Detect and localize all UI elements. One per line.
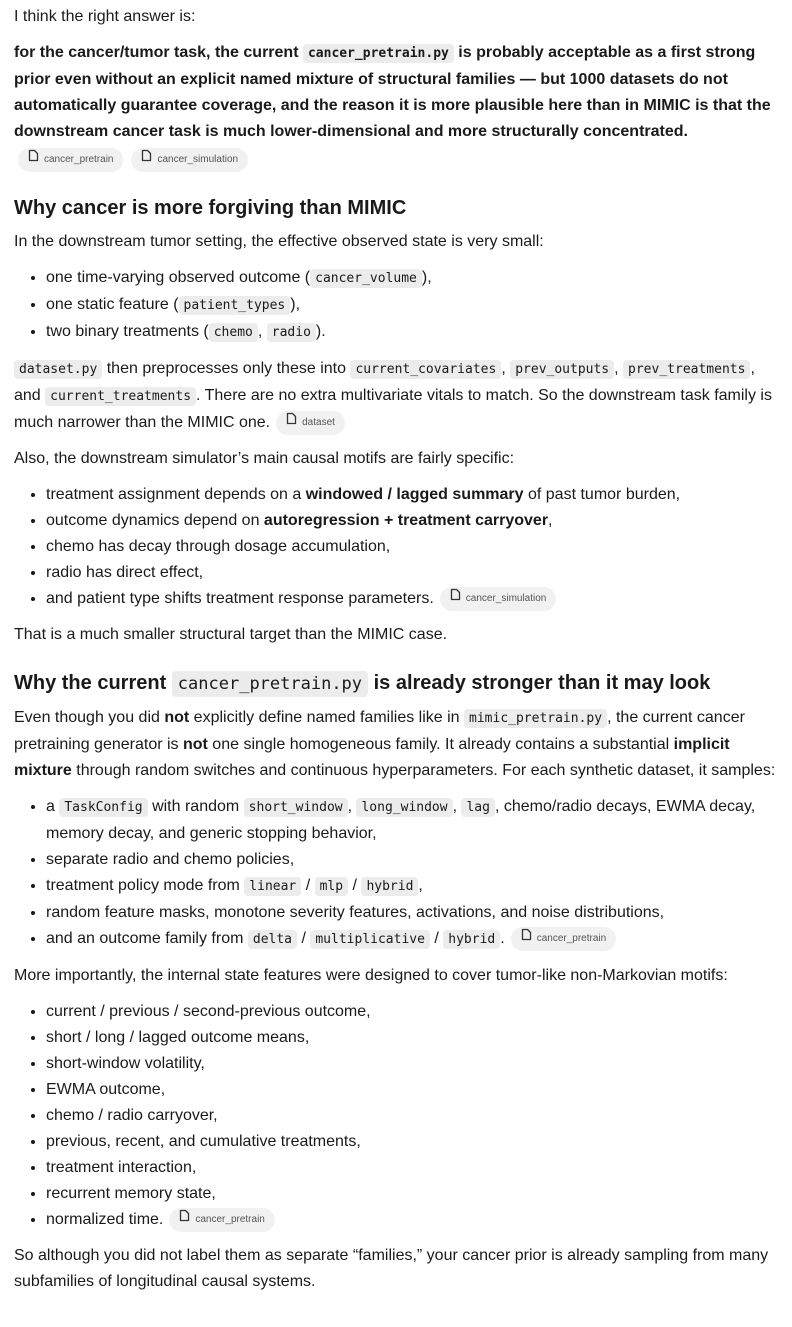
paragraph	[14, 705, 778, 784]
list-item	[46, 926, 778, 953]
text-run: one static feature (	[46, 296, 179, 313]
file-icon	[179, 1208, 190, 1232]
file-citation-chip[interactable]	[276, 411, 345, 435]
text-run: Even though you did	[14, 709, 165, 726]
inline-code: radio	[267, 323, 316, 342]
bullet-list	[14, 794, 778, 953]
section-heading	[14, 668, 778, 699]
bold-text: autoregression + treatment carryover	[263, 512, 549, 529]
file-citation-chip[interactable]	[18, 148, 123, 172]
text-run: So although you did not label them as separate “families,” your cancer prior is already sampling from many subfamilies of longitudinal causal systems.	[14, 1247, 769, 1290]
chip-label: cancer_pretrain	[44, 153, 114, 165]
paragraph	[14, 356, 778, 436]
bullet-list	[14, 482, 778, 612]
text-run: Why cancer is more forgiving than MIMIC	[14, 197, 407, 219]
text-run: , chemo/radio decays, EWMA decay, memory decay, and generic stopping behavior,	[46, 798, 756, 842]
bold-text: not	[164, 709, 190, 726]
file-citation-chip[interactable]	[131, 148, 248, 172]
text-run: short-window volatility,	[46, 1055, 205, 1072]
inline-code: short_window	[244, 798, 348, 817]
text-run: short / long / lagged outcome means,	[46, 1029, 310, 1046]
inline-code: current_treatments	[45, 387, 196, 406]
file-icon	[286, 411, 297, 435]
list-item	[46, 292, 778, 319]
text-run: .	[500, 930, 505, 947]
paragraph	[14, 622, 778, 648]
text-run: normalized time.	[46, 1211, 164, 1228]
inline-code: linear	[244, 877, 301, 896]
inline-code: TaskConfig	[59, 798, 147, 817]
file-icon	[141, 148, 152, 172]
list-item	[46, 586, 778, 612]
text-run: EWMA outcome,	[46, 1081, 166, 1098]
list-item	[46, 1025, 778, 1051]
inline-code: hybrid	[443, 930, 500, 949]
paragraph	[14, 1243, 778, 1295]
list-item	[46, 900, 778, 926]
list-item	[46, 1207, 778, 1233]
text-run: outcome dynamics depend on	[46, 512, 264, 529]
text-run: through random switches and continuous hyperparameters. For each synthetic dataset, it samples:	[71, 762, 776, 779]
text-run: treatment policy mode from	[46, 877, 245, 894]
inline-code: cancer_pretrain.py	[172, 671, 368, 697]
text-run: , and	[14, 360, 755, 404]
text-run: ,	[257, 323, 267, 340]
list-item	[46, 534, 778, 560]
inline-code: long_window	[356, 798, 452, 817]
text-run: random feature masks, monotone severity features, activations, and noise distributions,	[46, 904, 665, 921]
list-item	[46, 265, 778, 292]
text-run: ),	[421, 269, 432, 286]
text-run: ).	[315, 323, 326, 340]
list-item	[46, 1129, 778, 1155]
inline-code: prev_outputs	[510, 360, 614, 379]
paragraph	[14, 229, 778, 255]
text-run: one time-varying observed outcome (	[46, 269, 311, 286]
text-run: More importantly, the internal state features were designed to cover tumor-like non-Markovian motifs:	[14, 967, 728, 984]
text-run: , the current cancer pretraining generator is	[14, 709, 745, 753]
paragraph	[14, 963, 778, 989]
inline-code: delta	[248, 930, 297, 949]
list-item	[46, 794, 778, 847]
chip-label: dataset	[302, 416, 335, 428]
list-item	[46, 999, 778, 1025]
text-run: ,	[614, 360, 624, 377]
text-run: chemo / radio carryover,	[46, 1107, 218, 1124]
text-run: treatment assignment depends on a	[46, 486, 306, 503]
file-citation-chip[interactable]	[511, 927, 616, 951]
inline-code: dataset.py	[14, 360, 102, 379]
text-run: That is a much smaller structural target than the MIMIC case.	[14, 626, 448, 643]
list-item	[46, 1155, 778, 1181]
text-run: a	[46, 798, 60, 815]
text-run: /	[297, 930, 311, 947]
text-run: treatment interaction,	[46, 1159, 197, 1176]
text-run: and an outcome family from	[46, 930, 248, 947]
list-item	[46, 1077, 778, 1103]
inline-code: mlp	[315, 877, 348, 896]
text-run: /	[348, 877, 362, 894]
inline-code: multiplicative	[310, 930, 430, 949]
text-run: . There are no extra multivariate vitals to match. So the downstream task family is much narrower than the MIMIC one.	[14, 387, 772, 431]
file-icon	[450, 587, 461, 611]
citation-row	[18, 147, 778, 173]
list-item	[46, 508, 778, 534]
list-item	[46, 847, 778, 873]
text-run: is probably acceptable as a first strong prior even without an explicit named mixture of structural families — but 1000 datasets do not automatically guarantee coverage, and the reason it is more plausible here than in MIMIC is that the downstream cancer task is much lower-dimensional and more structurally concentrated.	[14, 44, 771, 140]
text-run: for the cancer/tumor task, the current	[14, 44, 303, 61]
inline-code: cancer_volume	[310, 269, 422, 288]
bold-text: not	[182, 736, 208, 753]
text-run: /	[301, 877, 315, 894]
text-run: and patient type shifts treatment response parameters.	[46, 590, 434, 607]
inline-code: chemo	[209, 323, 258, 342]
list-item	[46, 560, 778, 586]
list-item	[46, 873, 778, 900]
text-run: one single homogeneous family. It already contains a substantial	[207, 736, 674, 753]
inline-code: prev_treatments	[623, 360, 750, 379]
paragraph	[14, 446, 778, 472]
text-run: ,	[418, 877, 423, 894]
inline-code: hybrid	[361, 877, 418, 896]
text-run: current / previous / second-previous outcome,	[46, 1003, 371, 1020]
file-citation-chip[interactable]	[169, 1208, 274, 1232]
inline-code: mimic_pretrain.py	[464, 709, 607, 728]
section-heading	[14, 193, 778, 223]
text-run: two binary treatments (	[46, 323, 209, 340]
text-run: chemo has decay through dosage accumulation,	[46, 538, 391, 555]
bullet-list	[14, 999, 778, 1233]
inline-code: current_covariates	[350, 360, 501, 379]
text-run: is already stronger than it may look	[368, 672, 711, 694]
text-run: In the downstream tumor setting, the effective observed state is very small:	[14, 233, 544, 250]
chip-label: cancer_simulation	[465, 592, 547, 604]
text-run: radio has direct effect,	[46, 564, 204, 581]
lead-paragraph	[14, 40, 778, 145]
text-run: separate radio and chemo policies,	[46, 851, 295, 868]
list-item	[46, 1103, 778, 1129]
list-item	[46, 1181, 778, 1207]
text-run: ,	[347, 798, 357, 815]
file-icon	[521, 927, 532, 951]
text-run: with random	[147, 798, 244, 815]
inline-code: lag	[461, 798, 494, 817]
bold-text: windowed / lagged summary	[305, 486, 524, 503]
text-run: then preprocesses only these into	[102, 360, 351, 377]
bold-text: implicit mixture	[14, 736, 730, 779]
text-run: Why the current	[14, 672, 172, 694]
paragraph	[14, 4, 778, 30]
text-run: previous, recent, and cumulative treatments,	[46, 1133, 361, 1150]
text-run: ,	[452, 798, 462, 815]
text-run: recurrent memory state,	[46, 1185, 216, 1202]
text-run: explicitly define named families like in	[189, 709, 465, 726]
text-run: ,	[548, 512, 553, 529]
inline-code: cancer_pretrain.py	[303, 44, 454, 63]
bullet-list	[14, 265, 778, 346]
inline-code: patient_types	[179, 296, 291, 315]
list-item	[46, 319, 778, 346]
text-run: /	[429, 930, 444, 947]
text-run: Also, the downstream simulator’s main causal motifs are fairly specific:	[14, 450, 515, 467]
list-item	[46, 482, 778, 508]
list-item	[46, 1051, 778, 1077]
text-run: ),	[290, 296, 301, 313]
text-run: ,	[501, 360, 511, 377]
file-icon	[28, 148, 39, 172]
text-run: I think the right answer is:	[14, 8, 196, 25]
chip-label: cancer_simulation	[157, 153, 239, 165]
file-citation-chip[interactable]	[440, 587, 557, 611]
text-run: of past tumor burden,	[523, 486, 681, 503]
chip-label: cancer_pretrain	[536, 932, 607, 944]
chip-label: cancer_pretrain	[195, 1213, 265, 1225]
